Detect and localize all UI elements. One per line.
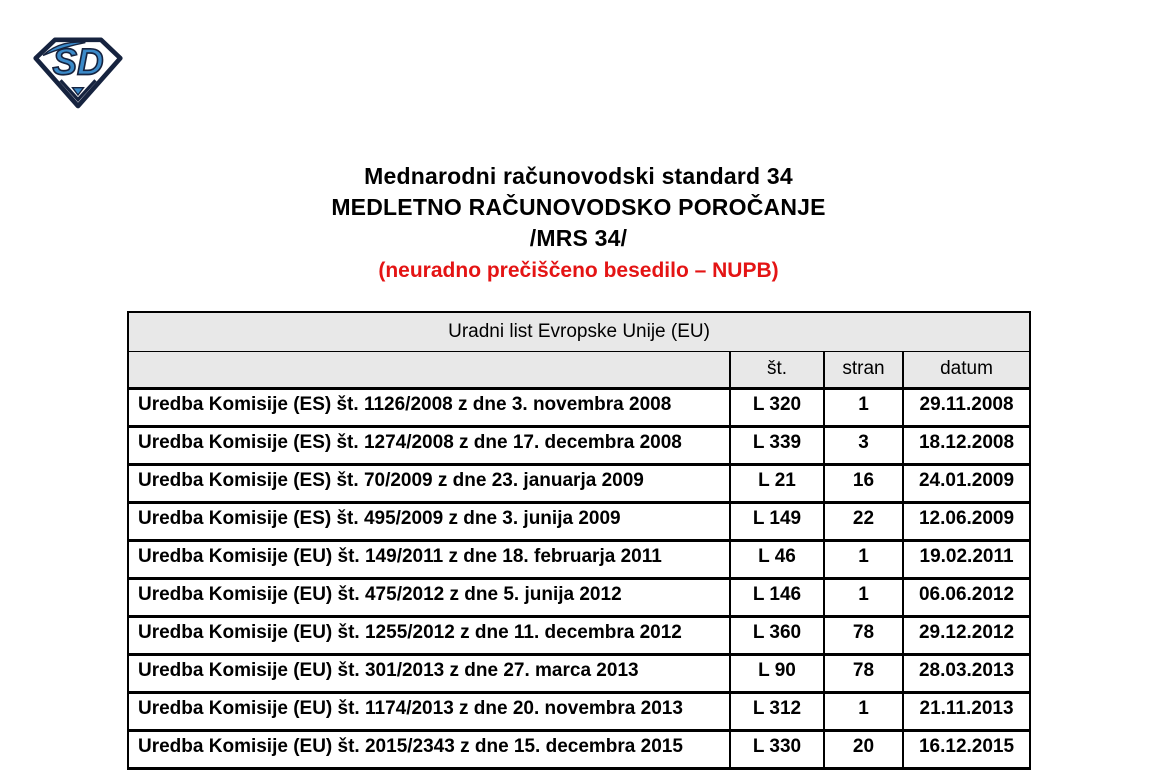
page-number: 1 <box>824 578 903 616</box>
publication-date: 28.03.2013 <box>903 654 1030 692</box>
table-title-row <box>128 312 1030 351</box>
page-number: 20 <box>824 730 903 768</box>
sd-logo <box>32 34 124 110</box>
table-row <box>128 502 1030 540</box>
page-number: 78 <box>824 654 903 692</box>
table-row <box>128 426 1030 464</box>
table-row <box>128 730 1030 768</box>
regulation-name: Uredba Komisije (EU) št. 1174/2013 z dne 20. novembra 2013 <box>128 692 730 730</box>
page-number: 22 <box>824 502 903 540</box>
table-row <box>128 692 1030 730</box>
regulation-name: Uredba Komisije (EU) št. 301/2013 z dne 27. marca 2013 <box>128 654 730 692</box>
page-number: 1 <box>824 388 903 426</box>
journal-number: L 330 <box>730 730 824 768</box>
regulation-name: Uredba Komisije (ES) št. 1274/2008 z dne 17. decembra 2008 <box>128 426 730 464</box>
journal-number: L 46 <box>730 540 824 578</box>
table-body <box>128 388 1030 768</box>
journal-number: L 21 <box>730 464 824 502</box>
document-title-line-2: MEDLETNO RAČUNOVODSKO POROČANJE <box>331 194 826 220</box>
journal-number: L 149 <box>730 502 824 540</box>
table-row <box>128 578 1030 616</box>
journal-number: L 312 <box>730 692 824 730</box>
regulation-name: Uredba Komisije (EU) št. 1255/2012 z dne 11. decembra 2012 <box>128 616 730 654</box>
regulation-name: Uredba Komisije (EU) št. 149/2011 z dne 18. februarja 2011 <box>128 540 730 578</box>
sd-logo-graphic <box>32 34 124 110</box>
table-title: Uradni list Evropske Unije (EU) <box>128 312 1030 351</box>
table-row <box>128 654 1030 692</box>
journal-number: L 320 <box>730 388 824 426</box>
document-title-line-3: /MRS 34/ <box>529 225 628 251</box>
publication-date: 18.12.2008 <box>903 426 1030 464</box>
page-number: 1 <box>824 540 903 578</box>
journal-number: L 339 <box>730 426 824 464</box>
journal-number: L 360 <box>730 616 824 654</box>
publication-date: 19.02.2011 <box>903 540 1030 578</box>
table-row <box>128 540 1030 578</box>
document-title-line-1: Mednarodni računovodski standard 34 <box>364 163 793 189</box>
regulation-name: Uredba Komisije (EU) št. 475/2012 z dne 5. junija 2012 <box>128 578 730 616</box>
regulation-name: Uredba Komisije (EU) št. 2015/2343 z dne 15. decembra 2015 <box>128 730 730 768</box>
page-number: 78 <box>824 616 903 654</box>
column-header-page: stran <box>824 351 903 388</box>
column-header-description <box>128 351 730 388</box>
regulation-name: Uredba Komisije (ES) št. 70/2009 z dne 23. januarja 2009 <box>128 464 730 502</box>
table-row <box>128 388 1030 426</box>
journal-number: L 90 <box>730 654 824 692</box>
publication-date: 29.11.2008 <box>903 388 1030 426</box>
publication-date: 06.06.2012 <box>903 578 1030 616</box>
column-header-number: št. <box>730 351 824 388</box>
publication-date: 29.12.2012 <box>903 616 1030 654</box>
column-header-date: datum <box>903 351 1030 388</box>
regulation-name: Uredba Komisije (ES) št. 495/2009 z dne 3. junija 2009 <box>128 502 730 540</box>
journal-number: L 146 <box>730 578 824 616</box>
document-subtitle: (neuradno prečiščeno besedilo – NUPB) <box>378 259 779 282</box>
title-block <box>0 161 1157 286</box>
eu-official-journal-table <box>127 311 1031 770</box>
publication-date: 24.01.2009 <box>903 464 1030 502</box>
publication-date: 21.11.2013 <box>903 692 1030 730</box>
table-row <box>128 616 1030 654</box>
regulation-name: Uredba Komisije (ES) št. 1126/2008 z dne 3. novembra 2008 <box>128 388 730 426</box>
publication-date: 12.06.2009 <box>903 502 1030 540</box>
page-number: 16 <box>824 464 903 502</box>
publication-date: 16.12.2015 <box>903 730 1030 768</box>
page-number: 3 <box>824 426 903 464</box>
page-number: 1 <box>824 692 903 730</box>
sd-logo-letters: SD <box>52 41 104 83</box>
table-header-row <box>128 351 1030 388</box>
table-row <box>128 464 1030 502</box>
